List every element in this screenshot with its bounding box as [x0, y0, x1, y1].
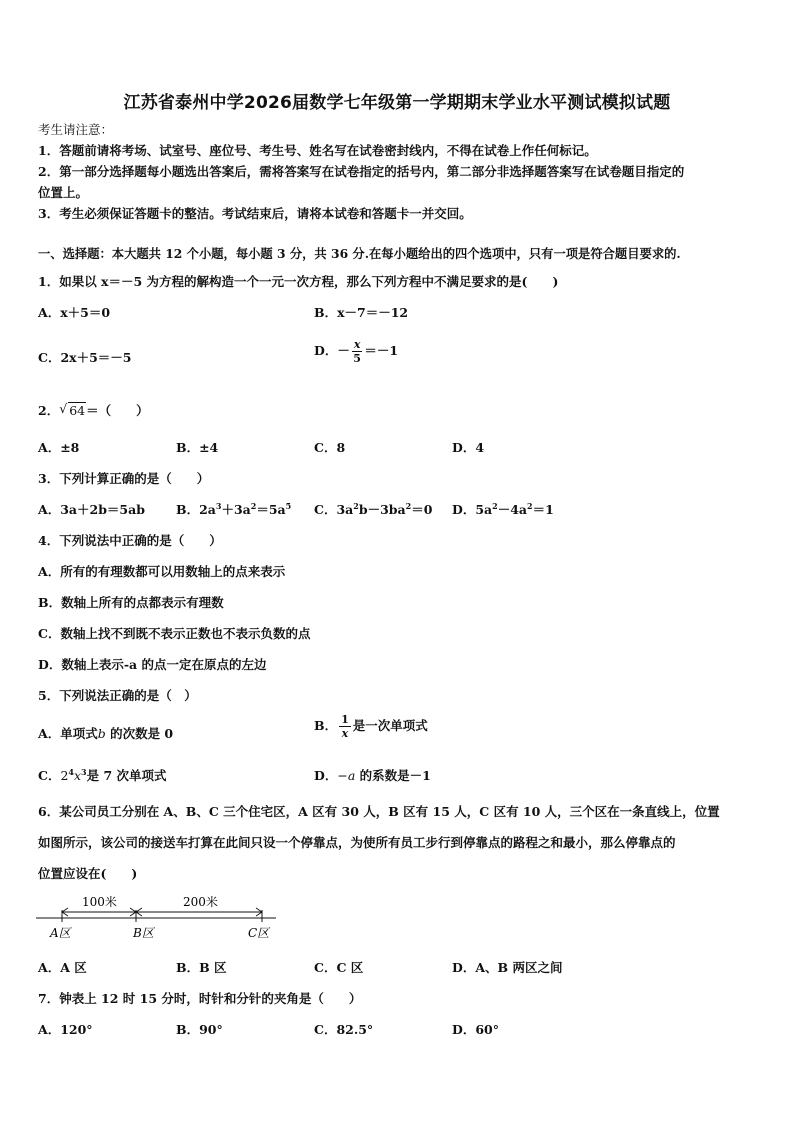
fraction: [352, 338, 363, 365]
coefficient: 2: [60, 768, 69, 783]
segment-label-ab: 100米: [82, 895, 117, 909]
expr-part: C．3a: [314, 502, 354, 517]
expr-part: ＝5a: [256, 502, 286, 517]
exponent: 3: [81, 766, 87, 777]
expr-part: ＝0: [411, 502, 433, 517]
expr-part: A．单项式: [38, 726, 98, 741]
exponent: 5: [285, 500, 292, 511]
question-4-stem: 4．下列说法中正确的是（ ）: [38, 533, 222, 548]
fraction-denominator: x: [341, 727, 349, 740]
notice-heading: 考生请注意：: [38, 122, 114, 137]
option-label: C．: [38, 768, 61, 783]
radical-symbol: √: [59, 401, 68, 416]
section-heading: 一、选择题：本大题共 12 个小题，每小题 3 分，共 36 分.在每小题给出的四个选项中，只有一项是符合题目要求的.: [38, 246, 681, 261]
number-line-diagram: [36, 890, 286, 944]
expr-part: 是 7 次单项式: [86, 768, 167, 783]
option-label: D．: [314, 768, 338, 783]
variable: x: [73, 768, 82, 783]
question-6-option-d: D．A、B 两区之间: [452, 960, 563, 975]
question-2-stem: [38, 401, 149, 419]
question-6-option-c: C．C 区: [314, 960, 364, 975]
exponent: 2: [492, 500, 498, 511]
question-1-option-d-label: D．－: [314, 343, 350, 358]
exponent: 2: [250, 500, 257, 511]
square-root: [59, 403, 86, 418]
point-label-c: C区: [248, 926, 270, 940]
expr-part: 是一次单项式: [352, 718, 428, 733]
exponent: 2: [353, 500, 359, 511]
question-2-option-c: C．8: [314, 440, 346, 455]
question-7-option-b: B．90°: [176, 1022, 223, 1037]
question-5-option-b: [314, 713, 428, 740]
question-1-option-d-tail: ＝－1: [364, 343, 399, 358]
question-6-stem-line-3: 位置应设在( ): [38, 866, 138, 881]
expr-part: D．5a: [452, 502, 493, 517]
question-7-option-d: D．60°: [452, 1022, 499, 1037]
question-4-option-a: A．所有的有理数都可以用数轴上的点来表示: [38, 564, 286, 579]
notice-item-3: 3．考生必须保证答题卡的整洁。考试结束后，请将本试卷和答题卡一并交回。: [38, 206, 472, 221]
variable: b: [97, 726, 106, 741]
question-3-option-b: [176, 500, 291, 518]
question-3-stem: 3．下列计算正确的是（ ）: [38, 471, 210, 486]
exam-title: 江苏省泰州中学2026届数学七年级第一学期期末学业水平测试模拟试题: [123, 93, 671, 113]
expr-part: 的次数是 0: [105, 726, 174, 741]
notice-item-1: 1．答题前请将考场、试室号、座位号、考生号、姓名写在试卷密封线内，不得在试卷上作任何标记。: [38, 143, 597, 158]
question-1-stem: 1．如果以 x＝－5 为方程的解构造一个一元一次方程，那么下列方程中不满足要求的是( ): [38, 274, 559, 289]
question-7-stem: 7．钟表上 12 时 15 分时，时针和分针的夹角是（ ）: [38, 991, 362, 1006]
question-2-option-d: D．4: [452, 440, 485, 455]
exponent: 2: [527, 500, 533, 511]
question-6-option-b: B．B 区: [176, 960, 227, 975]
question-4-option-c: C．数轴上找不到既不表示正数也不表示负数的点: [38, 626, 311, 641]
question-4-option-b: B．数轴上所有的点都表示有理数: [38, 595, 224, 610]
fraction-denominator: 5: [353, 352, 361, 365]
exponent: 4: [68, 766, 74, 777]
expr-part: B．2a: [176, 502, 216, 517]
expr-part: b－3ba: [358, 502, 406, 517]
expr-part: ＋3a: [221, 502, 251, 517]
radicand: 64: [69, 403, 86, 418]
segment-label-bc: 200米: [183, 895, 218, 909]
expr-part: ＝1: [532, 502, 554, 517]
question-4-option-d: D．数轴上表示-a 的点一定在原点的左边: [38, 657, 267, 672]
expr-part: －4a: [497, 502, 528, 517]
question-7-option-a: A．120°: [38, 1022, 93, 1037]
option-label: B．: [314, 718, 338, 733]
fraction-numerator: 1: [341, 713, 349, 726]
question-1-option-d: [314, 338, 398, 365]
question-1-option-b: B．x－7＝－12: [314, 305, 409, 320]
question-7-option-c: C．82.5°: [314, 1022, 374, 1037]
question-5-option-c: [38, 766, 167, 784]
exponent: 3: [215, 500, 222, 511]
question-6-stem-line-1: 6．某公司员工分别在 A、B、C 三个住宅区，A 区有 30 人，B 区有 15 人，C 区有 10 人，三个区在一条直线上，位置: [38, 804, 720, 819]
question-2-tail: ＝（ ）: [86, 403, 149, 418]
question-5-option-a: [38, 724, 173, 742]
question-2-number: 2．: [38, 403, 60, 418]
exponent: 2: [405, 500, 412, 511]
question-3-option-c: [314, 500, 432, 518]
expr-part: 的系数是－1: [355, 768, 431, 783]
point-label-b: B区: [133, 926, 154, 940]
question-3-option-d: [452, 500, 554, 518]
notice-item-2: 2．第一部分选择题每小题选出答案后，需将答案写在试卷指定的括号内，第二部分非选择题答案写在试卷题目指定的: [38, 164, 685, 179]
variable: −a: [337, 768, 356, 783]
question-2-option-b: B．±4: [176, 440, 219, 455]
fraction-numerator: x: [353, 338, 361, 351]
question-3-option-a: A．3a＋2b＝5ab: [38, 502, 145, 517]
notice-item-2-continued: 位置上。: [38, 185, 89, 200]
point-label-a: A区: [50, 926, 71, 940]
question-2-option-a: A．±8: [38, 440, 80, 455]
question-1-option-a: A．x＋5＝0: [38, 305, 111, 320]
question-6-stem-line-2: 如图所示，该公司的接送车打算在此间只设一个停靠点，为使所有员工步行到停靠点的路程之和最小，那么停靠点的: [38, 835, 676, 850]
question-5-option-d: [314, 766, 431, 784]
question-6-option-a: A．A 区: [38, 960, 87, 975]
question-1-option-c: C．2x＋5＝－5: [38, 350, 132, 365]
fraction: [339, 713, 351, 740]
question-5-stem: 5．下列说法正确的是（ ）: [38, 688, 197, 703]
